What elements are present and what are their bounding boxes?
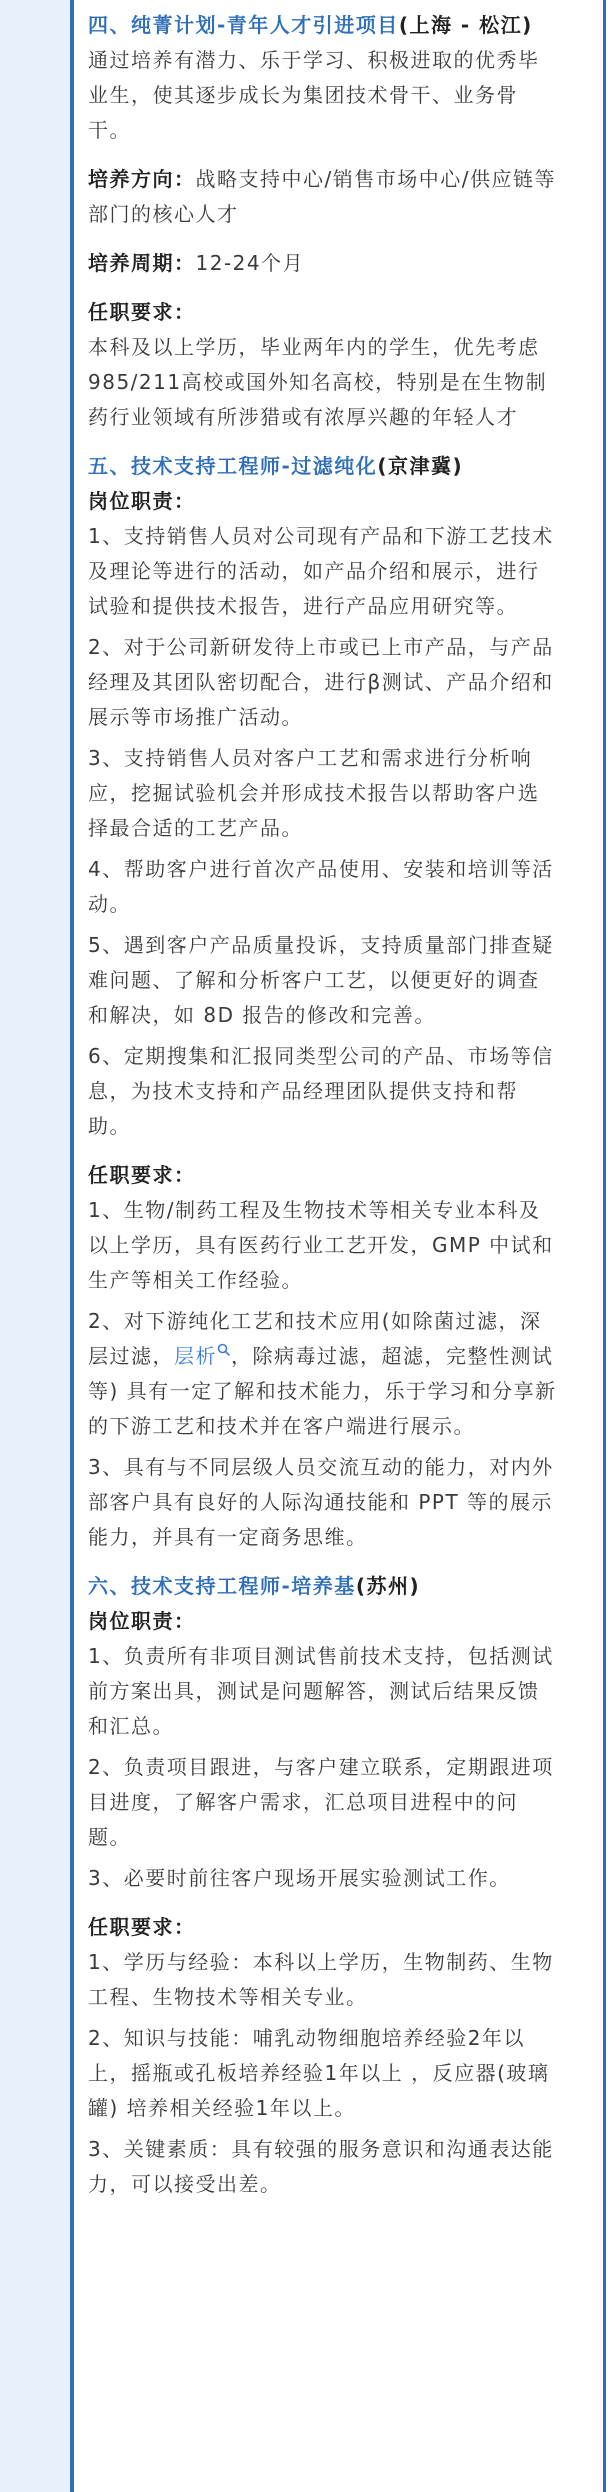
section-6-req-label: 任职要求： — [88, 1915, 196, 1939]
section-5-req-item: 1、生物/制药工程及生物技术等相关专业本科及以上学历，具有医药行业工艺开发，GMP 中试和生产等相关工作经验。 — [88, 1198, 554, 1292]
section-5-location: (京津冀) — [377, 454, 464, 478]
section-4-req-label: 任职要求： — [88, 300, 196, 324]
section-6-location: (苏州) — [355, 1574, 421, 1598]
section-5-duty-item: 6、定期搜集和汇报同类型公司的产品、市场等信息，为技术支持和产品经理团队提供支持和帮助。 — [88, 1044, 554, 1138]
section-5-duty-item: 4、帮助客户进行首次产品使用、安装和培训等活动。 — [88, 857, 554, 916]
section-5-duty-item: 1、支持销售人员对公司现有产品和下游工艺技术及理论等进行的活动，如产品介绍和展示，进行试验和提供技术报告，进行产品应用研究等。 — [88, 524, 554, 618]
cycle-text: 12-24个月 — [195, 251, 305, 275]
section-6-req-item: 3、关键素质：具有较强的服务意识和沟通表达能力，可以接受出差。 — [88, 2137, 554, 2196]
section-5-duty-label: 岗位职责： — [88, 489, 196, 513]
section-5-req-item: 2、对下游纯化工艺和技术应用(如除菌过滤，深层过滤，层析 ，除病毒过滤，超滤，完整性测试等) 具有一定了解和技术能力，乐于学习和分享新的下游工艺和技术并在客户端进行展示。 — [88, 1309, 557, 1438]
section-4-cycle — [88, 246, 558, 281]
direction-text: 战略支持中心/销售市场中心/供应链等部门的核心人才 — [88, 167, 556, 226]
section-5-duty-item: 3、支持销售人员对客户工艺和需求进行分析响应，挖掘试验机会并形成技术报告以帮助客户选择最合适的工艺产品。 — [88, 746, 540, 840]
search-icon[interactable] — [217, 1343, 231, 1357]
section-5-duty-item: 2、对于公司新研发待上市或已上市产品，与产品经理及其团队密切配合，进行β测试、产品介绍和展示等市场推广活动。 — [88, 635, 554, 729]
section-5-title-text: 五、技术支持工程师-过滤纯化 — [88, 454, 378, 478]
section-6-duty-item: 1、负责所有非项目测试售前技术支持，包括测试前方案出具，测试是问题解答，测试后结果反馈和汇总。 — [88, 1644, 554, 1738]
section-6-title-text: 六、技术支持工程师-培养基 — [88, 1574, 356, 1598]
section-6-duty-label: 岗位职责： — [88, 1609, 196, 1633]
left-margin-band — [0, 0, 70, 2492]
section-5-req-item: 3、具有与不同层级人员交流互动的能力，对内外部客户具有良好的人际沟通技能和 PPT 等的展示能力，并具有一定商务思维。 — [88, 1455, 554, 1549]
section-4-req-text: 本科及以上学历，毕业两年内的学生，优先考虑985/211高校或国外知名高校，特别是在生物制药行业领域有所涉猎或有浓厚兴趣的年轻人才 — [88, 335, 548, 429]
section-4-intro: 通过培养有潜力、乐于学习、积极进取的优秀毕业生，使其逐步成长为集团技术骨干、业务骨干。 — [88, 48, 540, 142]
section-6-duty-item: 3、必要时前往客户现场开展实验测试工作。 — [88, 1866, 511, 1890]
article-content — [88, 8, 558, 2202]
chromatography-link[interactable]: 层析 — [174, 1344, 217, 1368]
section-4-title-text: 四、纯菁计划-青年人才引进项目 — [88, 13, 399, 37]
section-6-req-item: 1、学历与经验：本科以上学历，生物制药、生物工程、生物技术等相关专业。 — [88, 1950, 554, 2009]
section-6-duty-item: 2、负责项目跟进，与客户建立联系，定期跟进项目进度，了解客户需求，汇总项目进程中的问题。 — [88, 1755, 554, 1849]
section-4-location: (上海 - 松江) — [398, 13, 533, 37]
section-4-direction — [88, 162, 558, 232]
section-5-duty-item: 5、遇到客户产品质量投诉，支持质量部门排查疑难问题、了解和分析客户工艺，以便更好的调查和解决，如 8D 报告的修改和完善。 — [88, 933, 554, 1027]
cycle-label: 培养周期： — [88, 251, 196, 275]
section-4-title — [88, 8, 558, 43]
section-6-title — [88, 1569, 558, 1604]
section-5-title — [88, 449, 558, 484]
section-5-req-label: 任职要求： — [88, 1163, 196, 1187]
section-6-req-item: 2、知识与技能：哺乳动物细胞培养经验2年以上，摇瓶或孔板培养经验1年以上 ，反应器(玻璃罐) 培养相关经验1年以上。 — [88, 2026, 550, 2120]
direction-label: 培养方向： — [88, 167, 196, 191]
